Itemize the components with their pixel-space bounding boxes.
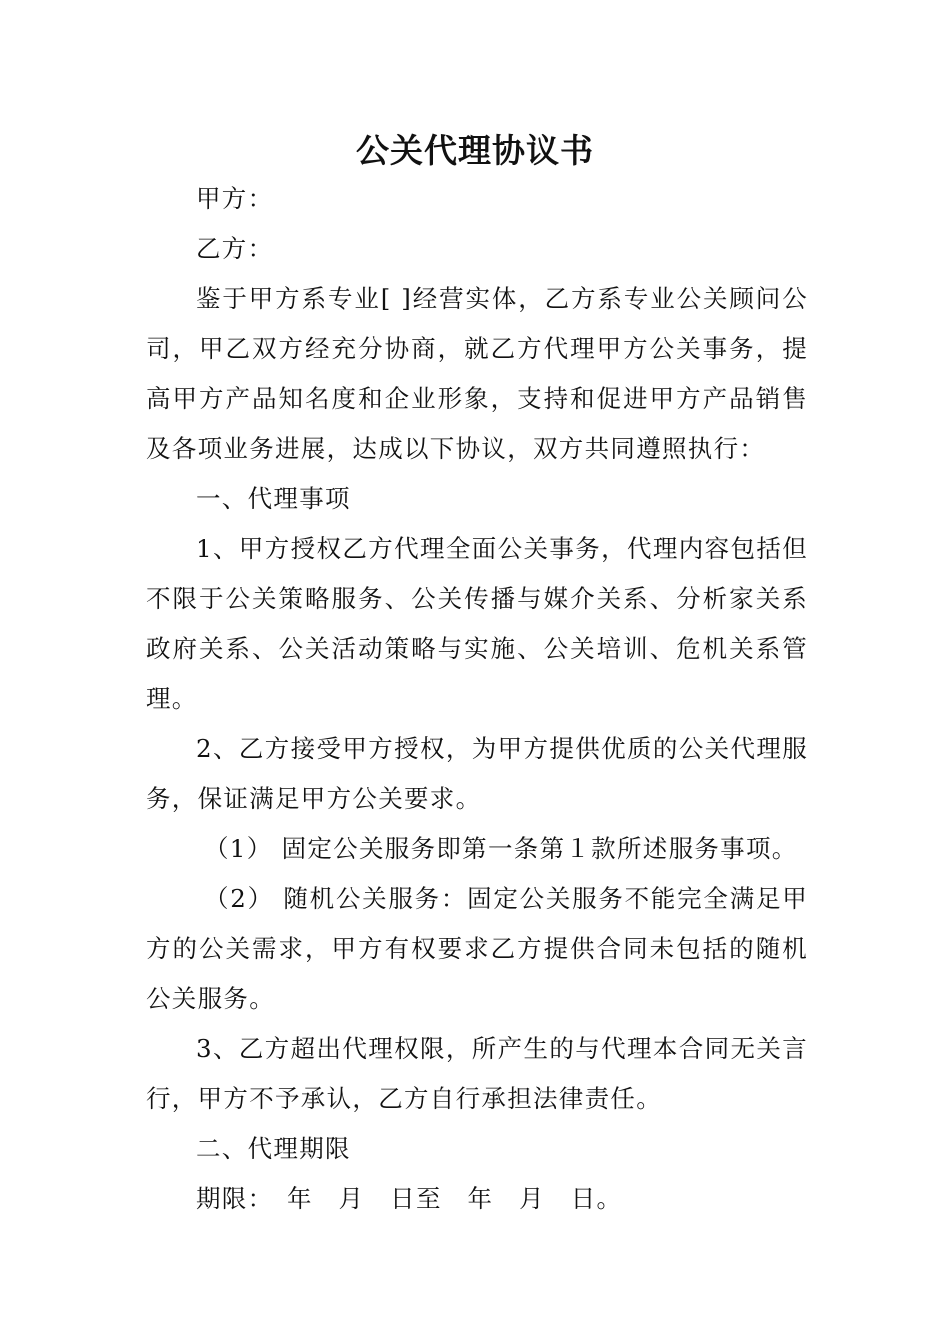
preamble-paragraph: 鉴于甲方系专业[ ]经营实体，乙方系专业公关顾问公司，甲乙双方经充分协商，就乙方代理甲方公关事务，提高甲方产品知名度和企业形象，支持和促进甲方产品销售及各项业务进展，达成以下协议，双方共同遵照执行： bbox=[146, 284, 808, 463]
clause-3-paragraph: 3、乙方超出代理权限，所产生的与代理本合同无关言行，甲方不予承认，乙方自行承担法律责任。 bbox=[146, 1034, 808, 1113]
clause-2-paragraph: 2、乙方接受甲方授权，为甲方提供优质的公关代理服务，保证满足甲方公关要求。 bbox=[146, 734, 808, 813]
clause-2-item-1: （1） 固定公关服务即第一条第１款所述服务事项。 bbox=[204, 834, 798, 863]
term-line: 期限： 年 月 日至 年 月 日。 bbox=[196, 1184, 623, 1213]
section-heading-agency-matters: 一、代理事项 bbox=[196, 484, 351, 513]
clause-1-paragraph: 1、甲方授权乙方代理全面公关事务，代理内容包括但不限于公关策略服务、公关传播与媒介关系、分析家关系政府关系、公关活动策略与实施、公关培训、危机关系管理。 bbox=[146, 534, 808, 713]
section-heading-agency-term: 二、代理期限 bbox=[196, 1134, 351, 1163]
party-a-line: 甲方： bbox=[196, 184, 274, 213]
document-title: 公关代理协议书 bbox=[356, 131, 594, 170]
party-b-line: 乙方： bbox=[196, 234, 274, 263]
clause-2-item-2: （2） 随机公关服务：固定公关服务不能完全满足甲方的公关需求，甲方有权要求乙方提供合同未包括的随机公关服务。 bbox=[146, 884, 808, 1013]
document-body bbox=[146, 174, 808, 1224]
